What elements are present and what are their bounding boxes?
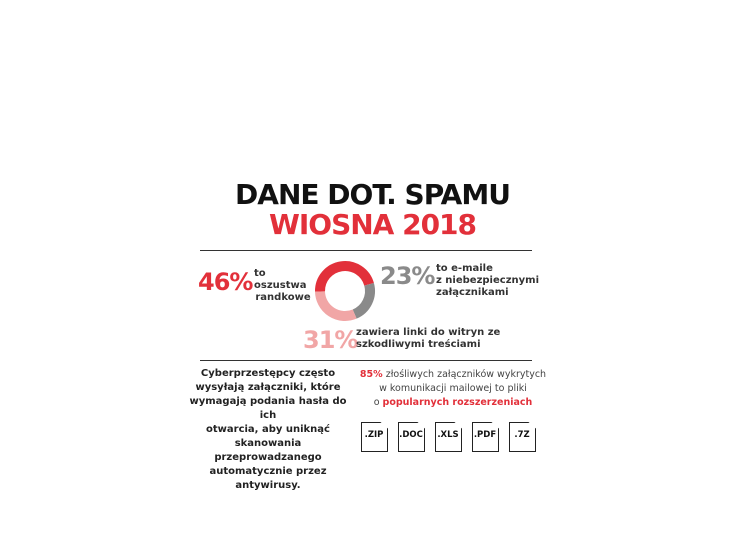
stat-label-attachments-line2: z niebezpiecznymi — [436, 275, 539, 286]
extensions-info-line1-rest: złośliwych załączników wykrytych — [385, 369, 547, 380]
extensions-info-line3-bold: popularnych rozszerzeniach — [382, 397, 533, 408]
file-label-doc: .DOC — [399, 430, 423, 440]
password-info-line5: skanowania przeprowadzanego — [214, 438, 322, 463]
stat-label-attachments-line3: załącznikami — [436, 287, 509, 298]
stat-label-attachments-line1: to e-maile — [436, 263, 493, 274]
file-label-7z: .7Z — [514, 430, 530, 440]
extensions-info-text — [348, 368, 558, 410]
divider-bottom — [200, 360, 532, 361]
stat-label-attachments — [436, 263, 539, 299]
password-info-line2: wysyłają załączniki, które — [195, 382, 341, 393]
donut-slice-dating — [320, 266, 369, 291]
extensions-info-line1 — [348, 368, 558, 382]
page-subtitle: WIOSNA 2018 — [268, 208, 477, 241]
stat-label-dating-line1: to oszustwa — [254, 268, 307, 291]
extensions-pct: 85% — [359, 369, 383, 380]
file-label-pdf: .PDF — [473, 430, 497, 440]
stat-label-dating — [254, 268, 312, 304]
stat-label-dating-line2: randkowe — [255, 292, 311, 303]
donut-slice-links — [320, 291, 355, 316]
stat-label-links — [356, 327, 500, 351]
stat-pct-attachments: 23% — [380, 262, 435, 290]
donut-slice-attachments — [355, 284, 370, 314]
stat-pct-links: 31% — [303, 326, 358, 354]
extensions-info-line2: w komunikacji mailowej to pliki — [379, 383, 527, 394]
stat-label-links-line2: szkodliwymi treściami — [356, 339, 481, 350]
password-info-line3: wymagają podania hasła do ich — [189, 396, 347, 421]
password-info-line7: antywirusy. — [235, 480, 301, 491]
page-title: DANE DOT. SPAMU — [235, 178, 510, 211]
password-info-line1: Cyberprzestępcy często — [200, 368, 336, 379]
file-label-xls: .XLS — [437, 430, 459, 440]
donut-chart — [312, 258, 378, 324]
divider-top — [200, 250, 532, 251]
password-info-line6: automatycznie przez — [209, 466, 327, 477]
stat-pct-dating: 46% — [198, 268, 253, 296]
password-info-text — [183, 367, 353, 493]
password-info-line4: otwarcia, aby uniknąć — [206, 424, 330, 435]
extensions-info-line3 — [348, 396, 558, 410]
extensions-info-line3-pre: o — [373, 397, 380, 408]
stat-label-links-line1: zawiera linki do witryn ze — [356, 327, 501, 338]
file-label-zip: .ZIP — [364, 430, 384, 440]
